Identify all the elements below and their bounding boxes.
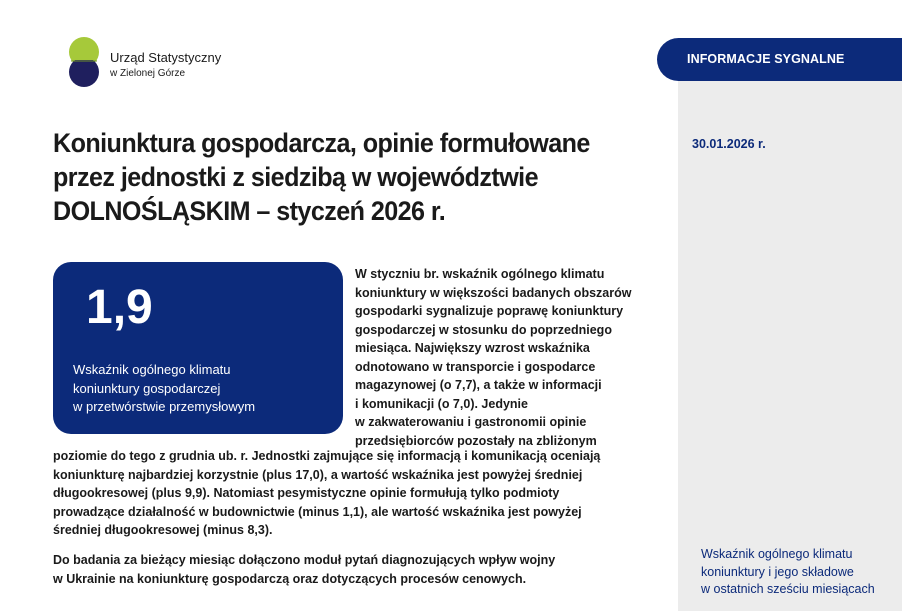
text-line: koniunkturę najbardziej korzystnie (plus 17,0), a wartość wskaźnika jest powyżej średniej (53, 467, 583, 482)
text-line: magazynowej (o 7,7), a także w informacji (355, 378, 602, 392)
text-line: gospodarczej w stosunku do poprzedniego (355, 322, 612, 337)
publication-date: 30.01.2026 r. (692, 137, 766, 151)
publication-type-badge: INFORMACJE SYGNALNE (657, 38, 902, 81)
text-line: długookresowej (plus 9,9). Natomiast pesymistyczne opinie formułują tylko podmioty (53, 486, 560, 500)
text-line: przedsiębiorców pozostały na zbliżonym (355, 433, 597, 448)
logo (60, 30, 260, 100)
text-line: w zakwaterowaniu i gastronomii opinie (355, 415, 587, 429)
title-line: Koniunktura gospodarcza, opinie formułowane (53, 128, 590, 158)
logo-icon (67, 36, 101, 88)
text-line: odnotowano w transporcie i gospodarce (355, 359, 596, 374)
text-line: i komunikacji (o 7,0). Jedynie (355, 396, 528, 411)
text-line: miesiąca. Największy wzrost wskaźnika (355, 341, 590, 355)
sidebar-chart-caption (701, 546, 901, 599)
text-line: prowadzące działalność w budownictwie (minus 1,1), ale wartość wskaźnika jest powyżej (53, 504, 582, 519)
caption-line: koniunktury i jego składowe (701, 564, 854, 579)
text-line: gospodarki sygnalizuje poprawę koniunktury (355, 304, 624, 318)
title-line: przez jednostki z siedzibą w województwie (53, 162, 538, 192)
text-line: poziomie do tego z grudnia ub. r. Jednostki zajmujące się informacją i komunikacją oceniają (53, 449, 601, 463)
kpi-label-line: w przetwórstwie przemysłowym (73, 399, 256, 414)
page-title (53, 126, 611, 228)
kpi-card (53, 262, 343, 434)
module-note-paragraph (53, 551, 653, 588)
caption-line: Wskaźnik ogólnego klimatu (701, 547, 853, 561)
summary-paragraph-continued (53, 447, 653, 540)
text-line: W styczniu br. wskaźnik ogólnego klimatu (355, 267, 605, 281)
kpi-label-line: koniunktury gospodarczej (73, 380, 221, 396)
text-line: koniunktury w większości badanych obszarów (355, 285, 632, 300)
kpi-value: 1,9 (86, 281, 153, 334)
kpi-label (73, 361, 323, 417)
kpi-label-line: Wskaźnik ogólnego klimatu (73, 362, 231, 377)
summary-paragraph-intro (355, 265, 675, 450)
sidebar-panel (678, 74, 902, 611)
logo-subtitle: w Zielonej Górze (110, 68, 186, 79)
caption-line: w ostatnich sześciu miesiącach (701, 582, 875, 596)
text-line: w Ukrainie na koniunkturę gospodarczą oraz dotyczących procesów cenowych. (53, 571, 527, 586)
logo-name: Urząd Statystyczny (110, 50, 222, 65)
title-line: DOLNOŚLĄSKIM – styczeń 2026 r. (53, 196, 446, 226)
text-line: Do badania za bieżący miesiąc dołączono moduł pytań diagnozujących wpływ wojny (53, 553, 556, 567)
text-line: średniej długookresowej (minus 8,3). (53, 523, 273, 537)
